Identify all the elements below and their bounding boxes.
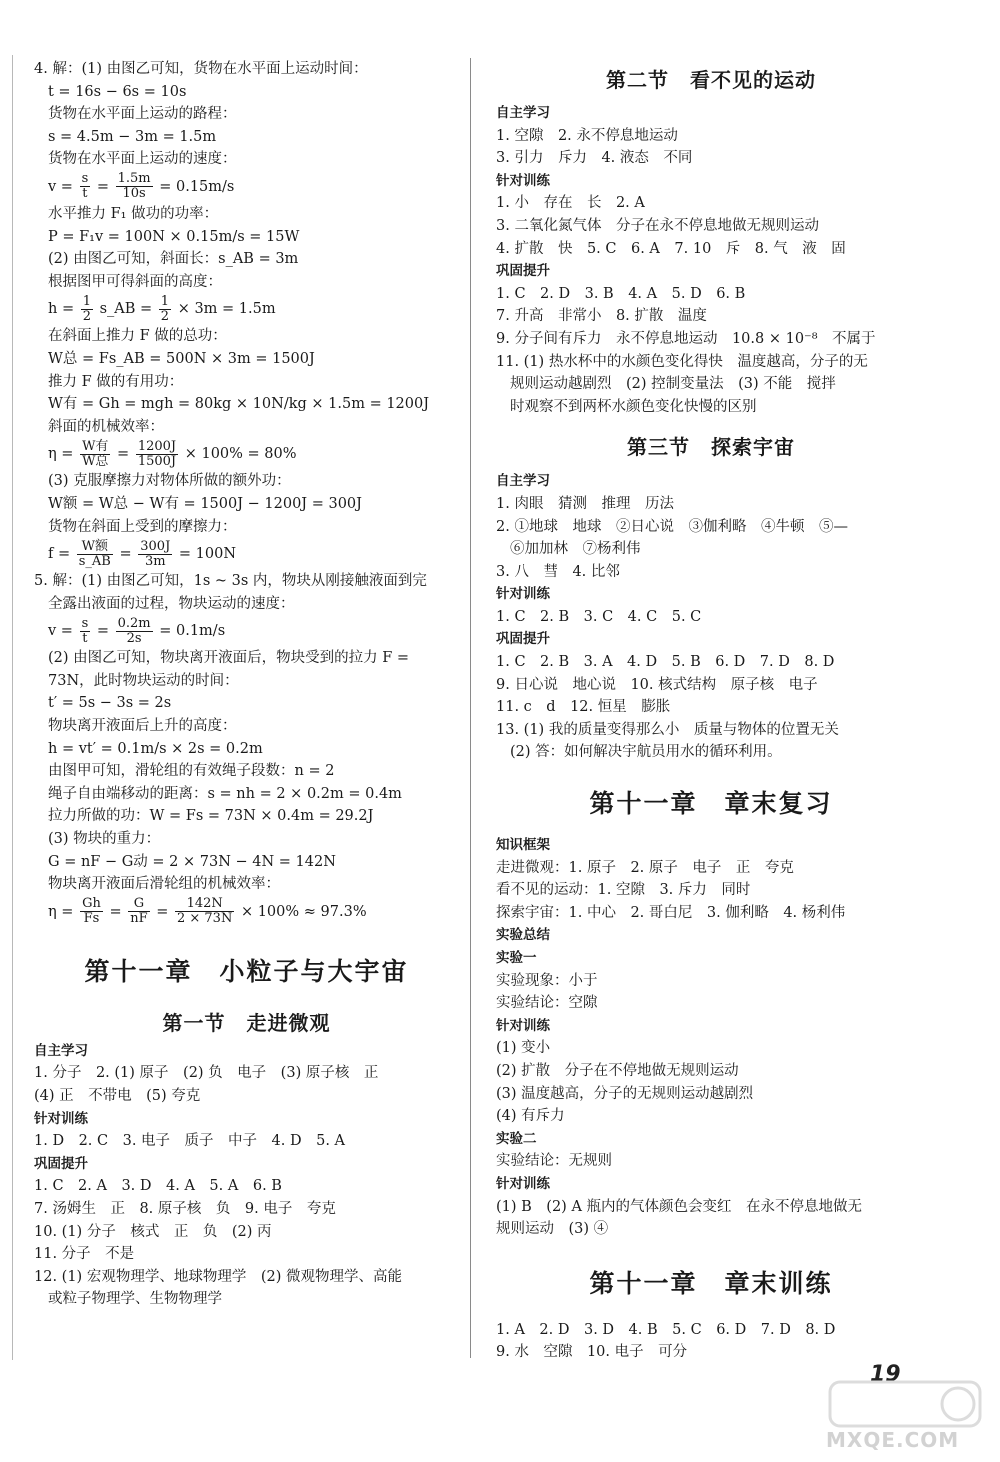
left-column — [34, 58, 459, 1311]
formula-line — [34, 438, 459, 470]
formula-line — [34, 896, 459, 928]
denominator: W总 — [82, 453, 109, 469]
text-line: 拉力所做的功：W = Fs = 73N × 0.4m = 29.2J — [48, 808, 374, 825]
answer-line: (3) 温度越高，分子的无规则运动越剧烈 — [496, 1085, 754, 1102]
subheading: 巩固提升 — [34, 1155, 88, 1172]
section-1-answers — [34, 1040, 459, 1311]
answer-line: 看不见的运动：1. 空隙 3. 斥力 同时 — [496, 882, 751, 899]
subheading: 针对训练 — [34, 1110, 88, 1127]
subheading: 针对训练 — [496, 1175, 550, 1192]
answer-line: 时观察不到两杯水颜色变化快慢的区别 — [510, 398, 757, 415]
text-line: W有 = Gh = mgh = 80kg × 10N/kg × 1.5m = 1200J — [48, 396, 430, 413]
fraction — [80, 617, 91, 646]
denominator: 2 — [160, 308, 170, 324]
subheading: 针对训练 — [496, 172, 550, 189]
formula-text: f = — [48, 546, 71, 563]
answer-line: (2) 扩散 分子在不停地做无规则运动 — [496, 1062, 739, 1079]
denominator: 10s — [122, 186, 146, 202]
subheading: 巩固提升 — [496, 263, 550, 280]
answer-line: 1. C 2. A 3. D 4. A 5. A 6. B — [34, 1178, 282, 1195]
formula-text: = 0.1m/s — [159, 623, 226, 640]
numerator: W额 — [77, 540, 113, 555]
answer-line: 9. 水 空隙 10. 电子 可分 — [496, 1344, 688, 1361]
answer-line: 7. 汤姆生 正 8. 原子核 负 9. 电子 夸克 — [34, 1200, 336, 1217]
training-answers — [496, 1319, 926, 1364]
text-line: t′ = 5s − 3s = 2s — [48, 695, 172, 712]
subheading: 实验总结 — [496, 927, 550, 944]
formula-text: = 100N — [178, 546, 237, 563]
text-line: 货物在斜面上受到的摩擦力： — [48, 518, 237, 535]
formula-text: s_AB = — [99, 301, 153, 318]
answer-line: 13. (1) 我的质量变得那么小 质量与物体的位置无关 — [496, 721, 839, 738]
text-line: t = 16s − 6s = 10s — [48, 83, 187, 100]
text-line: (3) 物块的重力： — [48, 831, 161, 848]
chapter-title: 第十一章 小粒子与大宇宙 — [84, 956, 409, 986]
solution-5 — [34, 570, 459, 928]
answer-line: (4) 有斥力 — [496, 1108, 565, 1125]
text-line: 物块离开液面后滑轮组的机械效率： — [48, 876, 280, 893]
denominator: t — [82, 186, 88, 202]
formula-text: × 100% ≈ 97.3% — [240, 903, 367, 920]
numerator: G — [128, 897, 149, 912]
answer-line: 10. (1) 分子 核式 正 负 (2) 丙 — [34, 1223, 272, 1240]
denominator: nF — [130, 911, 148, 927]
text-line: 由图甲可知，滑轮组的有效绳子段数：n = 2 — [48, 763, 335, 780]
fraction — [159, 295, 171, 324]
answer-line: 1. 空隙 2. 永不停息地运动 — [496, 127, 678, 144]
numerator: 300J — [140, 538, 171, 554]
solution-4 — [34, 58, 459, 570]
fraction — [80, 897, 103, 926]
text-line: h = vt′ = 0.1m/s × 2s = 0.2m — [48, 740, 263, 757]
formula-text: = — [119, 546, 132, 563]
text-line: 绳子自由端移动的距离：s = nh = 2 × 0.2m = 0.4m — [48, 785, 402, 802]
answer-line: 1. A 2. D 3. D 4. B 5. C 6. D 7. D 8. D — [496, 1321, 836, 1338]
answer-line: 11. (1) 热水杯中的水颜色变化得快 温度越高，分子的无 — [496, 353, 868, 370]
answer-line: 9. 分子间有斥力 永不停息地运动 10.8 × 10⁻⁸ 不属于 — [496, 330, 876, 347]
chapter-title: 第十一章 章末训练 — [589, 1268, 833, 1298]
answer-line: (1) B (2) A 瓶内的气体颜色会变红 在永不停息地做无 — [496, 1198, 863, 1215]
answer-line: 11. 分子 不是 — [34, 1246, 135, 1263]
fraction — [175, 897, 234, 926]
denominator: 3m — [144, 553, 166, 569]
answer-line: 1. C 2. D 3. B 4. A 5. D 6. B — [496, 285, 746, 302]
fraction — [136, 440, 178, 469]
numerator: s — [81, 171, 89, 187]
answer-line: 11. c d 12. 恒星 膨胀 — [496, 699, 671, 716]
formula-text: η = — [48, 446, 74, 463]
text-line: 根据图甲可得斜面的高度： — [48, 273, 222, 290]
denominator: 1500J — [137, 453, 177, 469]
section-3-answers — [496, 470, 926, 764]
answer-line: 规则运动越剧烈 (2) 控制变量法 (3) 不能 搅拌 — [510, 376, 836, 393]
answer-line: 探索宇宙：1. 中心 2. 哥白尼 3. 伽利略 4. 杨利伟 — [496, 904, 846, 921]
subheading: 自主学习 — [34, 1042, 88, 1059]
denominator: Fs — [83, 911, 100, 927]
text-line: W总 = Fs_AB = 500N × 3m = 1500J — [48, 350, 315, 367]
fraction — [80, 440, 110, 469]
answer-line: 9. 日心说 地心说 10. 核式结构 原子核 电子 — [496, 676, 818, 693]
subheading: 针对训练 — [496, 586, 550, 603]
answer-line: 1. C 2. B 3. C 4. C 5. C — [496, 608, 702, 625]
subheading: 自主学习 — [496, 473, 550, 490]
numerator: 1 — [160, 293, 170, 309]
right-column — [496, 58, 926, 1364]
review-answers — [496, 834, 926, 1241]
denominator: t — [82, 630, 88, 646]
subheading: 巩固提升 — [496, 631, 550, 648]
numerator: 1 — [82, 293, 91, 309]
fraction — [138, 540, 172, 569]
numerator: 0.2m — [117, 615, 151, 631]
text-line: W额 = W总 − W有 = 1500J − 1200J = 300J — [48, 495, 362, 512]
subheading: 实验一 — [496, 950, 537, 966]
answer-line: 实验结论：空隙 — [496, 995, 598, 1012]
fraction — [77, 540, 113, 569]
text-line: 5. 解：(1) 由图乙可知，1s ~ 3s 内，物块从刚接触液面到完 — [34, 573, 427, 590]
column-divider — [470, 58, 471, 1358]
formula-text: = — [96, 623, 109, 640]
formula-text: = — [117, 446, 130, 463]
answer-line: 实验结论：无规则 — [496, 1153, 612, 1170]
formula-line — [34, 171, 459, 203]
text-line: 水平推力 F₁ 做功的功率： — [48, 205, 219, 222]
formula-text: v = — [48, 623, 73, 640]
left-margin-rule — [12, 55, 13, 1360]
denominator: 2 — [82, 308, 91, 324]
text-line: P = F₁v = 100N × 0.15m/s = 15W — [48, 228, 300, 245]
text-line: 全露出液面的过程，物块运动的速度： — [48, 595, 295, 612]
formula-text: = 0.15m/s — [159, 178, 235, 195]
formula-line — [34, 538, 459, 570]
numerator: W有 — [82, 438, 109, 454]
fraction — [128, 897, 149, 926]
section-title: 第二节 看不见的运动 — [606, 68, 816, 92]
denominator: s_AB — [78, 553, 111, 569]
text-line: 斜面的机械效率： — [48, 418, 164, 435]
subheading: 针对训练 — [496, 1017, 550, 1034]
fraction — [80, 172, 91, 201]
watermark-text: MXQE.COM — [826, 1428, 960, 1452]
formula-text: × 3m = 1.5m — [177, 301, 276, 318]
answer-line: 2. ①地球 地球 ②日心说 ③伽利略 ④牛顿 ⑤— — [496, 518, 848, 535]
text-line: 货物在水平面上运动的速度： — [48, 151, 237, 168]
text-line: (3) 克服摩擦力对物体所做的额外功： — [48, 473, 291, 490]
formula-text: η = — [48, 903, 74, 920]
numerator: 1200J — [137, 438, 177, 454]
answer-line: (1) 变小 — [496, 1040, 551, 1057]
formula-line — [34, 293, 459, 325]
text-line: G = nF − G动 = 2 × 73N − 4N = 142N — [48, 853, 336, 870]
page-number: 19 — [870, 1362, 901, 1387]
answer-line: ⑥加加林 ⑦杨利伟 — [510, 541, 641, 558]
numerator: Gh — [82, 896, 101, 912]
formula-text: v = — [48, 178, 73, 195]
text-line: 在斜面上推力 F 做的总功： — [48, 328, 227, 345]
text-line: 物块离开液面后上升的高度： — [48, 718, 237, 735]
formula-text: = — [96, 178, 109, 195]
subheading: 实验二 — [496, 1130, 537, 1147]
formula-line — [34, 615, 459, 647]
answer-line: (4) 正 不带电 (5) 夸克 — [34, 1088, 201, 1104]
fraction — [116, 172, 153, 201]
text-line: (2) 由图乙可知，斜面长：s_AB = 3m — [48, 251, 299, 268]
text-line: 货物在水平面上运动的路程： — [48, 106, 237, 123]
numerator: 1.5m — [117, 171, 151, 187]
subheading: 知识框架 — [496, 837, 550, 854]
answer-line: 4. 扩散 快 5. C 6. A 7. 10 斥 8. 气 液 固 — [496, 240, 846, 257]
answer-line: 或粒子物理学、生物物理学 — [48, 1291, 222, 1308]
denominator: 2s — [126, 630, 142, 646]
subheading: 自主学习 — [496, 105, 550, 121]
answer-line: 1. D 2. C 3. 电子 质子 中子 4. D 5. A — [34, 1133, 346, 1150]
answer-line: 实验现象：小于 — [496, 972, 598, 989]
denominator: 2 × 73N — [176, 911, 233, 927]
text-line: 73N，此时物块运动的时间： — [48, 672, 239, 689]
text-line: (2) 由图乙可知，物块离开液面后，物块受到的拉力 F = — [48, 650, 410, 667]
answer-line: (2) 答：如何解决宇航员用水的循环利用。 — [510, 744, 782, 761]
answer-line: 规则运动 (3) ④ — [496, 1221, 609, 1238]
numerator: 142N — [175, 897, 234, 912]
text-line: 4. 解：(1) 由图乙可知，货物在水平面上运动时间： — [34, 61, 368, 77]
text-line: 推力 F 做的有用功： — [48, 373, 184, 390]
formula-text: = — [109, 903, 122, 920]
answer-line: 1. 肉眼 猜测 推理 历法 — [496, 495, 674, 512]
answer-line: 3. 二氧化氮气体 分子在永不停息地做无规则运动 — [496, 217, 819, 234]
answer-line: 1. C 2. B 3. A 4. D 5. B 6. D 7. D 8. D — [496, 654, 835, 671]
answer-line: 1. 小 存在 长 2. A — [496, 195, 645, 212]
section-2-answers — [496, 102, 926, 418]
formula-text: = — [156, 903, 169, 920]
answer-line: 3. 引力 斥力 4. 液态 不同 — [496, 150, 693, 167]
answer-line: 1. 分子 2. (1) 原子 (2) 负 电子 (3) 原子核 正 — [34, 1065, 379, 1082]
fraction — [81, 295, 93, 324]
chapter-title: 第十一章 章末复习 — [589, 789, 833, 819]
numerator: s — [81, 615, 89, 631]
answer-line: 走进微观：1. 原子 2. 原子 电子 正 夸克 — [496, 859, 794, 876]
section-title: 第一节 走进微观 — [162, 1010, 331, 1035]
answer-line: 7. 升高 非常小 8. 扩散 温度 — [496, 308, 707, 325]
formula-text: × 100% = 80% — [184, 446, 297, 463]
fraction — [116, 617, 153, 646]
answer-line: 3. 八 彗 4. 比邻 — [496, 563, 620, 580]
formula-text: h = — [48, 301, 75, 318]
answer-line: 12. (1) 宏观物理学、地球物理学 (2) 微观物理学、高能 — [34, 1268, 402, 1285]
text-line: s = 4.5m − 3m = 1.5m — [48, 128, 217, 145]
section-title: 第三节 探索宇宙 — [627, 435, 795, 460]
